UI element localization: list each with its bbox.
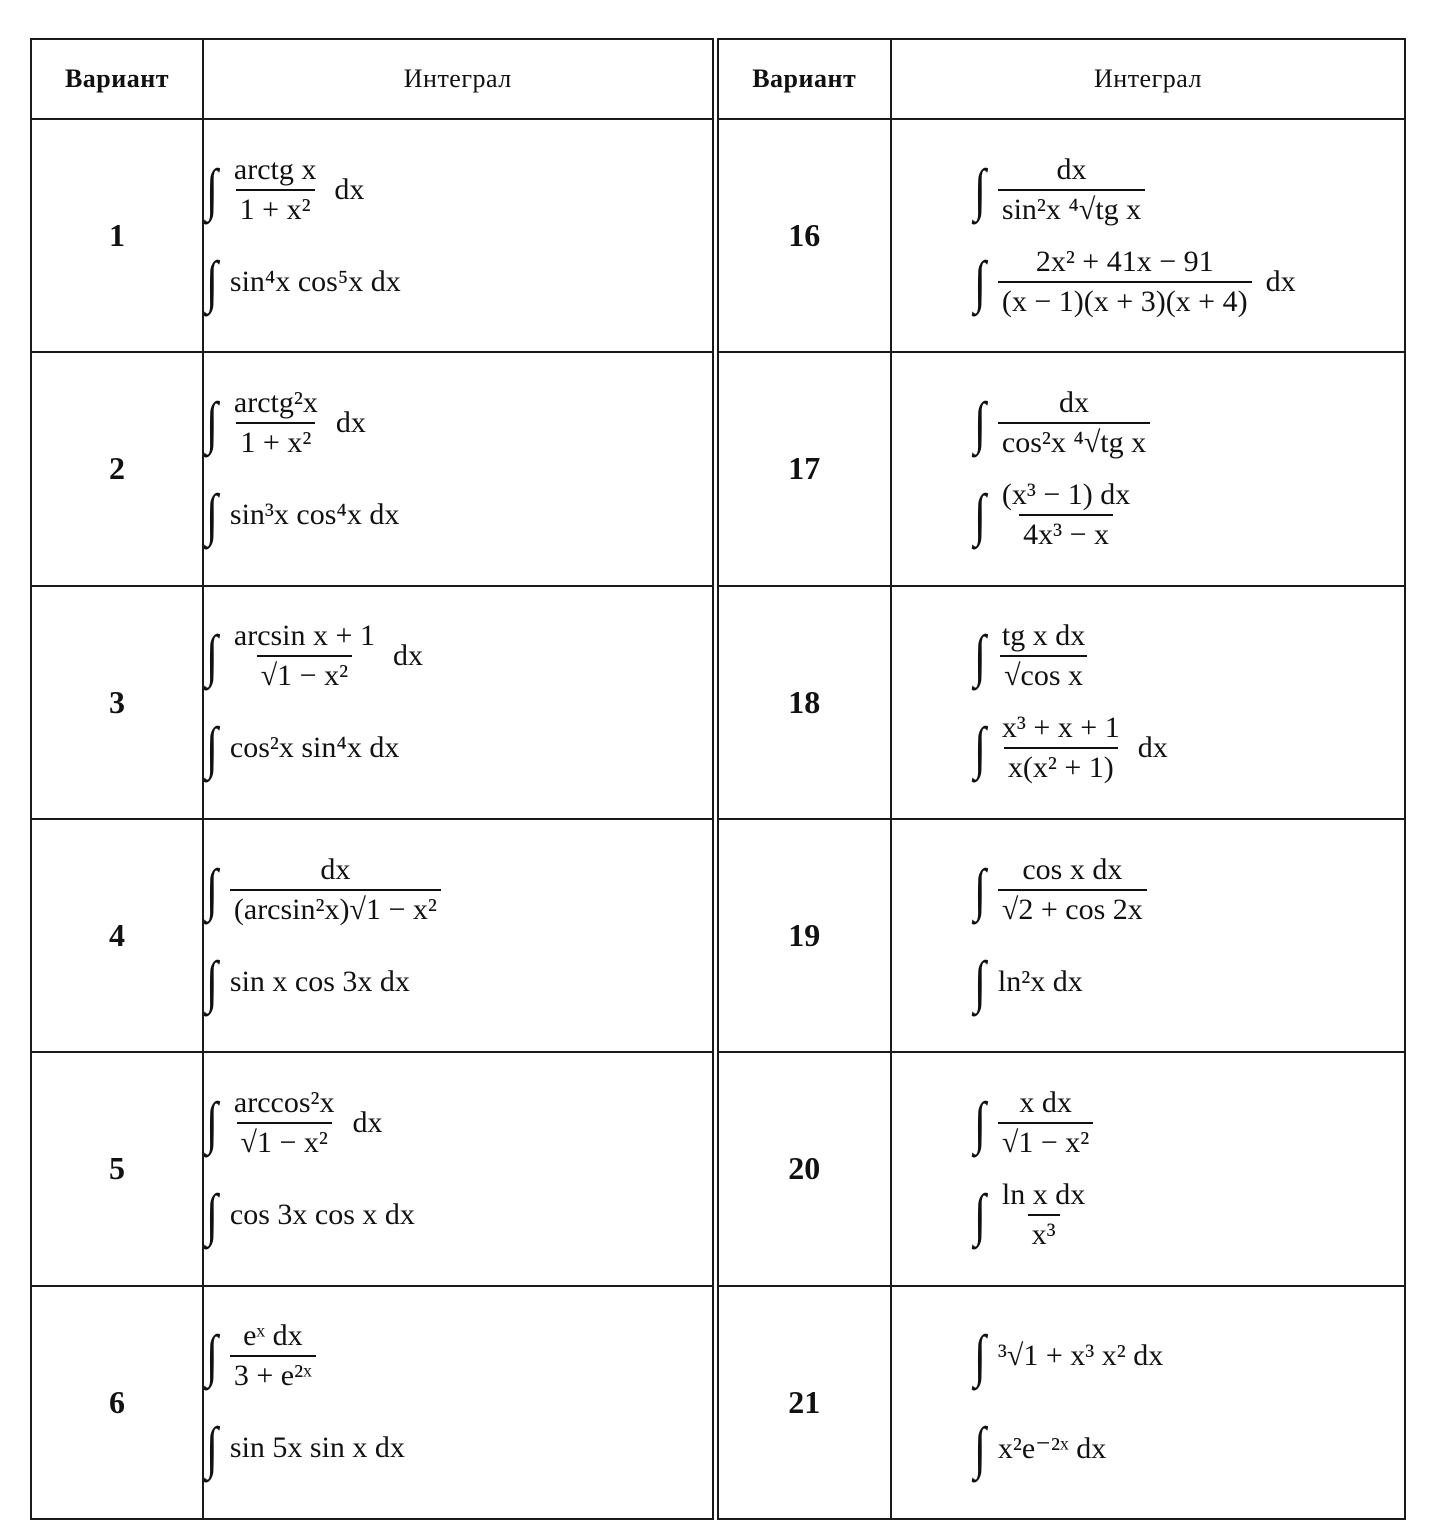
integral-sign-icon: ∫ <box>973 248 986 314</box>
table-row <box>31 352 1405 585</box>
denominator: (arcsin²x)√1 − x² <box>230 889 441 927</box>
header-variant-left: Вариант <box>31 39 203 119</box>
variant-number: 16 <box>715 119 891 352</box>
integral-cell <box>891 352 1405 585</box>
denominator: √1 − x² <box>257 655 352 693</box>
denominator: (x − 1)(x + 3)(x + 4) <box>998 281 1252 319</box>
integral-a <box>204 1077 712 1169</box>
integrand: sin³x cos⁴x dx <box>229 497 400 531</box>
numerator: arctg x <box>233 152 317 186</box>
denominator: 3 + e²ˣ <box>230 1355 316 1393</box>
denominator: sin²x ⁴√tg x <box>998 189 1145 227</box>
integrand: cos 3x cos x dx <box>229 1197 415 1231</box>
integral-sign-icon: ∫ <box>205 1415 218 1481</box>
variant-number: 18 <box>715 586 891 819</box>
integrand: cos²x sin⁴x dx <box>229 731 400 765</box>
numerator: arccos²x <box>233 1085 335 1119</box>
integral-b <box>204 936 712 1028</box>
fraction <box>230 386 322 460</box>
integral-sign-icon: ∫ <box>205 248 218 314</box>
integral-sign-icon: ∫ <box>205 948 218 1014</box>
integral-cell <box>203 352 715 585</box>
table-row <box>31 1286 1405 1519</box>
integral-a <box>972 1310 1404 1402</box>
integral-a <box>972 610 1404 702</box>
header-row <box>31 39 1405 119</box>
variant-number: 19 <box>715 819 891 1052</box>
integral-sign-icon: ∫ <box>205 1323 218 1389</box>
integrand: sin 5x sin x dx <box>229 1431 405 1465</box>
denominator: cos²x ⁴√tg x <box>998 422 1150 460</box>
denominator: √1 − x² <box>998 1122 1093 1160</box>
integral-sign-icon: ∫ <box>205 1089 218 1155</box>
integral-b <box>972 936 1404 1028</box>
denominator: x(x² + 1) <box>1004 747 1118 785</box>
fraction <box>998 1178 1089 1252</box>
numerator: arctg²x <box>233 385 318 419</box>
denominator: √1 − x² <box>237 1122 332 1160</box>
integral-cell <box>891 1286 1405 1519</box>
denominator: x³ <box>1028 1214 1060 1252</box>
variant-number: 6 <box>31 1286 203 1519</box>
integral-sign-icon: ∫ <box>973 1323 986 1389</box>
integrand: ³√1 + x³ x² dx <box>997 1339 1164 1373</box>
variant-number: 17 <box>715 352 891 585</box>
variants-table <box>30 38 1406 1520</box>
integrand: x²e⁻²ˣ dx <box>997 1431 1107 1465</box>
integral-a <box>972 844 1404 936</box>
header-integral-right: Интеграл <box>891 39 1405 119</box>
integral-sign-icon: ∫ <box>973 1181 986 1247</box>
integral-cell <box>891 819 1405 1052</box>
differential: dx <box>1137 731 1168 765</box>
denominator: 1 + x² <box>236 189 315 227</box>
fraction <box>230 619 379 693</box>
integral-sign-icon: ∫ <box>205 156 218 222</box>
denominator: √2 + cos 2x <box>998 889 1147 927</box>
integral-cell <box>891 586 1405 819</box>
fraction <box>998 711 1124 785</box>
integral-b <box>972 702 1404 794</box>
integral-b <box>972 236 1404 328</box>
integral-b <box>972 469 1404 561</box>
fraction <box>998 245 1252 319</box>
differential: dx <box>392 639 423 673</box>
numerator: x³ + x + 1 <box>1001 711 1120 745</box>
numerator: 2x² + 41x − 91 <box>1035 244 1214 278</box>
integral-b <box>204 469 712 561</box>
integral-sign-icon: ∫ <box>973 389 986 455</box>
integral-sign-icon: ∫ <box>973 1089 986 1155</box>
integrand: sin⁴x cos⁵x dx <box>229 264 401 298</box>
fraction <box>230 1319 316 1393</box>
denominator: √cos x <box>1000 655 1087 693</box>
integral-cell <box>203 1052 715 1285</box>
table-row <box>31 819 1405 1052</box>
fraction <box>998 386 1150 460</box>
variant-number: 3 <box>31 586 203 819</box>
integral-a <box>204 610 712 702</box>
numerator: dx <box>1059 385 1090 419</box>
integral-b <box>204 1169 712 1261</box>
numerator: x dx <box>1019 1085 1072 1119</box>
header-integral-left: Интеграл <box>203 39 715 119</box>
integral-b <box>204 236 712 328</box>
integral-sign-icon: ∫ <box>205 481 218 547</box>
integral-a <box>972 377 1404 469</box>
header-variant-right: Вариант <box>715 39 891 119</box>
fraction <box>230 853 441 927</box>
numerator: arcsin x + 1 <box>233 619 375 653</box>
numerator: eˣ dx <box>243 1319 303 1353</box>
integral-sign-icon: ∫ <box>973 715 986 781</box>
integral-sign-icon: ∫ <box>205 389 218 455</box>
integral-sign-icon: ∫ <box>205 856 218 922</box>
integral-b <box>972 1169 1404 1261</box>
integral-b <box>204 1402 712 1494</box>
integral-b <box>972 1402 1404 1494</box>
differential: dx <box>334 172 365 206</box>
integral-a <box>204 377 712 469</box>
numerator: (x³ − 1) dx <box>1001 477 1131 511</box>
denominator: 1 + x² <box>236 422 315 460</box>
integral-cell <box>203 586 715 819</box>
integral-sign-icon: ∫ <box>973 948 986 1014</box>
variant-number: 20 <box>715 1052 891 1285</box>
integral-a <box>204 144 712 236</box>
integrand: sin x cos 3x dx <box>229 964 410 998</box>
integral-cell <box>203 819 715 1052</box>
integral-b <box>204 702 712 794</box>
numerator: ln x dx <box>1001 1177 1086 1211</box>
variant-number: 4 <box>31 819 203 1052</box>
table-row <box>31 119 1405 352</box>
fraction <box>998 153 1145 227</box>
integral-sign-icon: ∫ <box>205 715 218 781</box>
variant-number: 5 <box>31 1052 203 1285</box>
integral-sign-icon: ∫ <box>205 623 218 689</box>
variant-number: 21 <box>715 1286 891 1519</box>
numerator: tg x dx <box>1001 619 1086 653</box>
fraction <box>230 1086 339 1160</box>
integrand: ln²x dx <box>997 964 1083 998</box>
fraction <box>998 619 1089 693</box>
integral-a <box>972 144 1404 236</box>
fraction <box>998 478 1134 552</box>
variant-number: 2 <box>31 352 203 585</box>
variant-number: 1 <box>31 119 203 352</box>
fraction <box>230 153 320 227</box>
numerator: cos x dx <box>1022 852 1123 886</box>
fraction <box>998 1086 1093 1160</box>
table-row <box>31 586 1405 819</box>
integral-cell <box>891 1052 1405 1285</box>
numerator: dx <box>1056 152 1087 186</box>
integral-sign-icon: ∫ <box>205 1181 218 1247</box>
integral-cell <box>891 119 1405 352</box>
numerator: dx <box>320 852 351 886</box>
fraction <box>998 853 1147 927</box>
integral-sign-icon: ∫ <box>973 1415 986 1481</box>
differential: dx <box>352 1105 383 1139</box>
integral-a <box>204 844 712 936</box>
differential: dx <box>335 405 366 439</box>
integral-a <box>204 1310 712 1402</box>
integral-sign-icon: ∫ <box>973 623 986 689</box>
integral-sign-icon: ∫ <box>973 156 986 222</box>
integral-sign-icon: ∫ <box>973 481 986 547</box>
integral-cell <box>203 119 715 352</box>
differential: dx <box>1265 264 1296 298</box>
denominator: 4x³ − x <box>1019 514 1113 552</box>
integral-a <box>972 1077 1404 1169</box>
integral-cell <box>203 1286 715 1519</box>
table-row <box>31 1052 1405 1285</box>
integral-sign-icon: ∫ <box>973 856 986 922</box>
